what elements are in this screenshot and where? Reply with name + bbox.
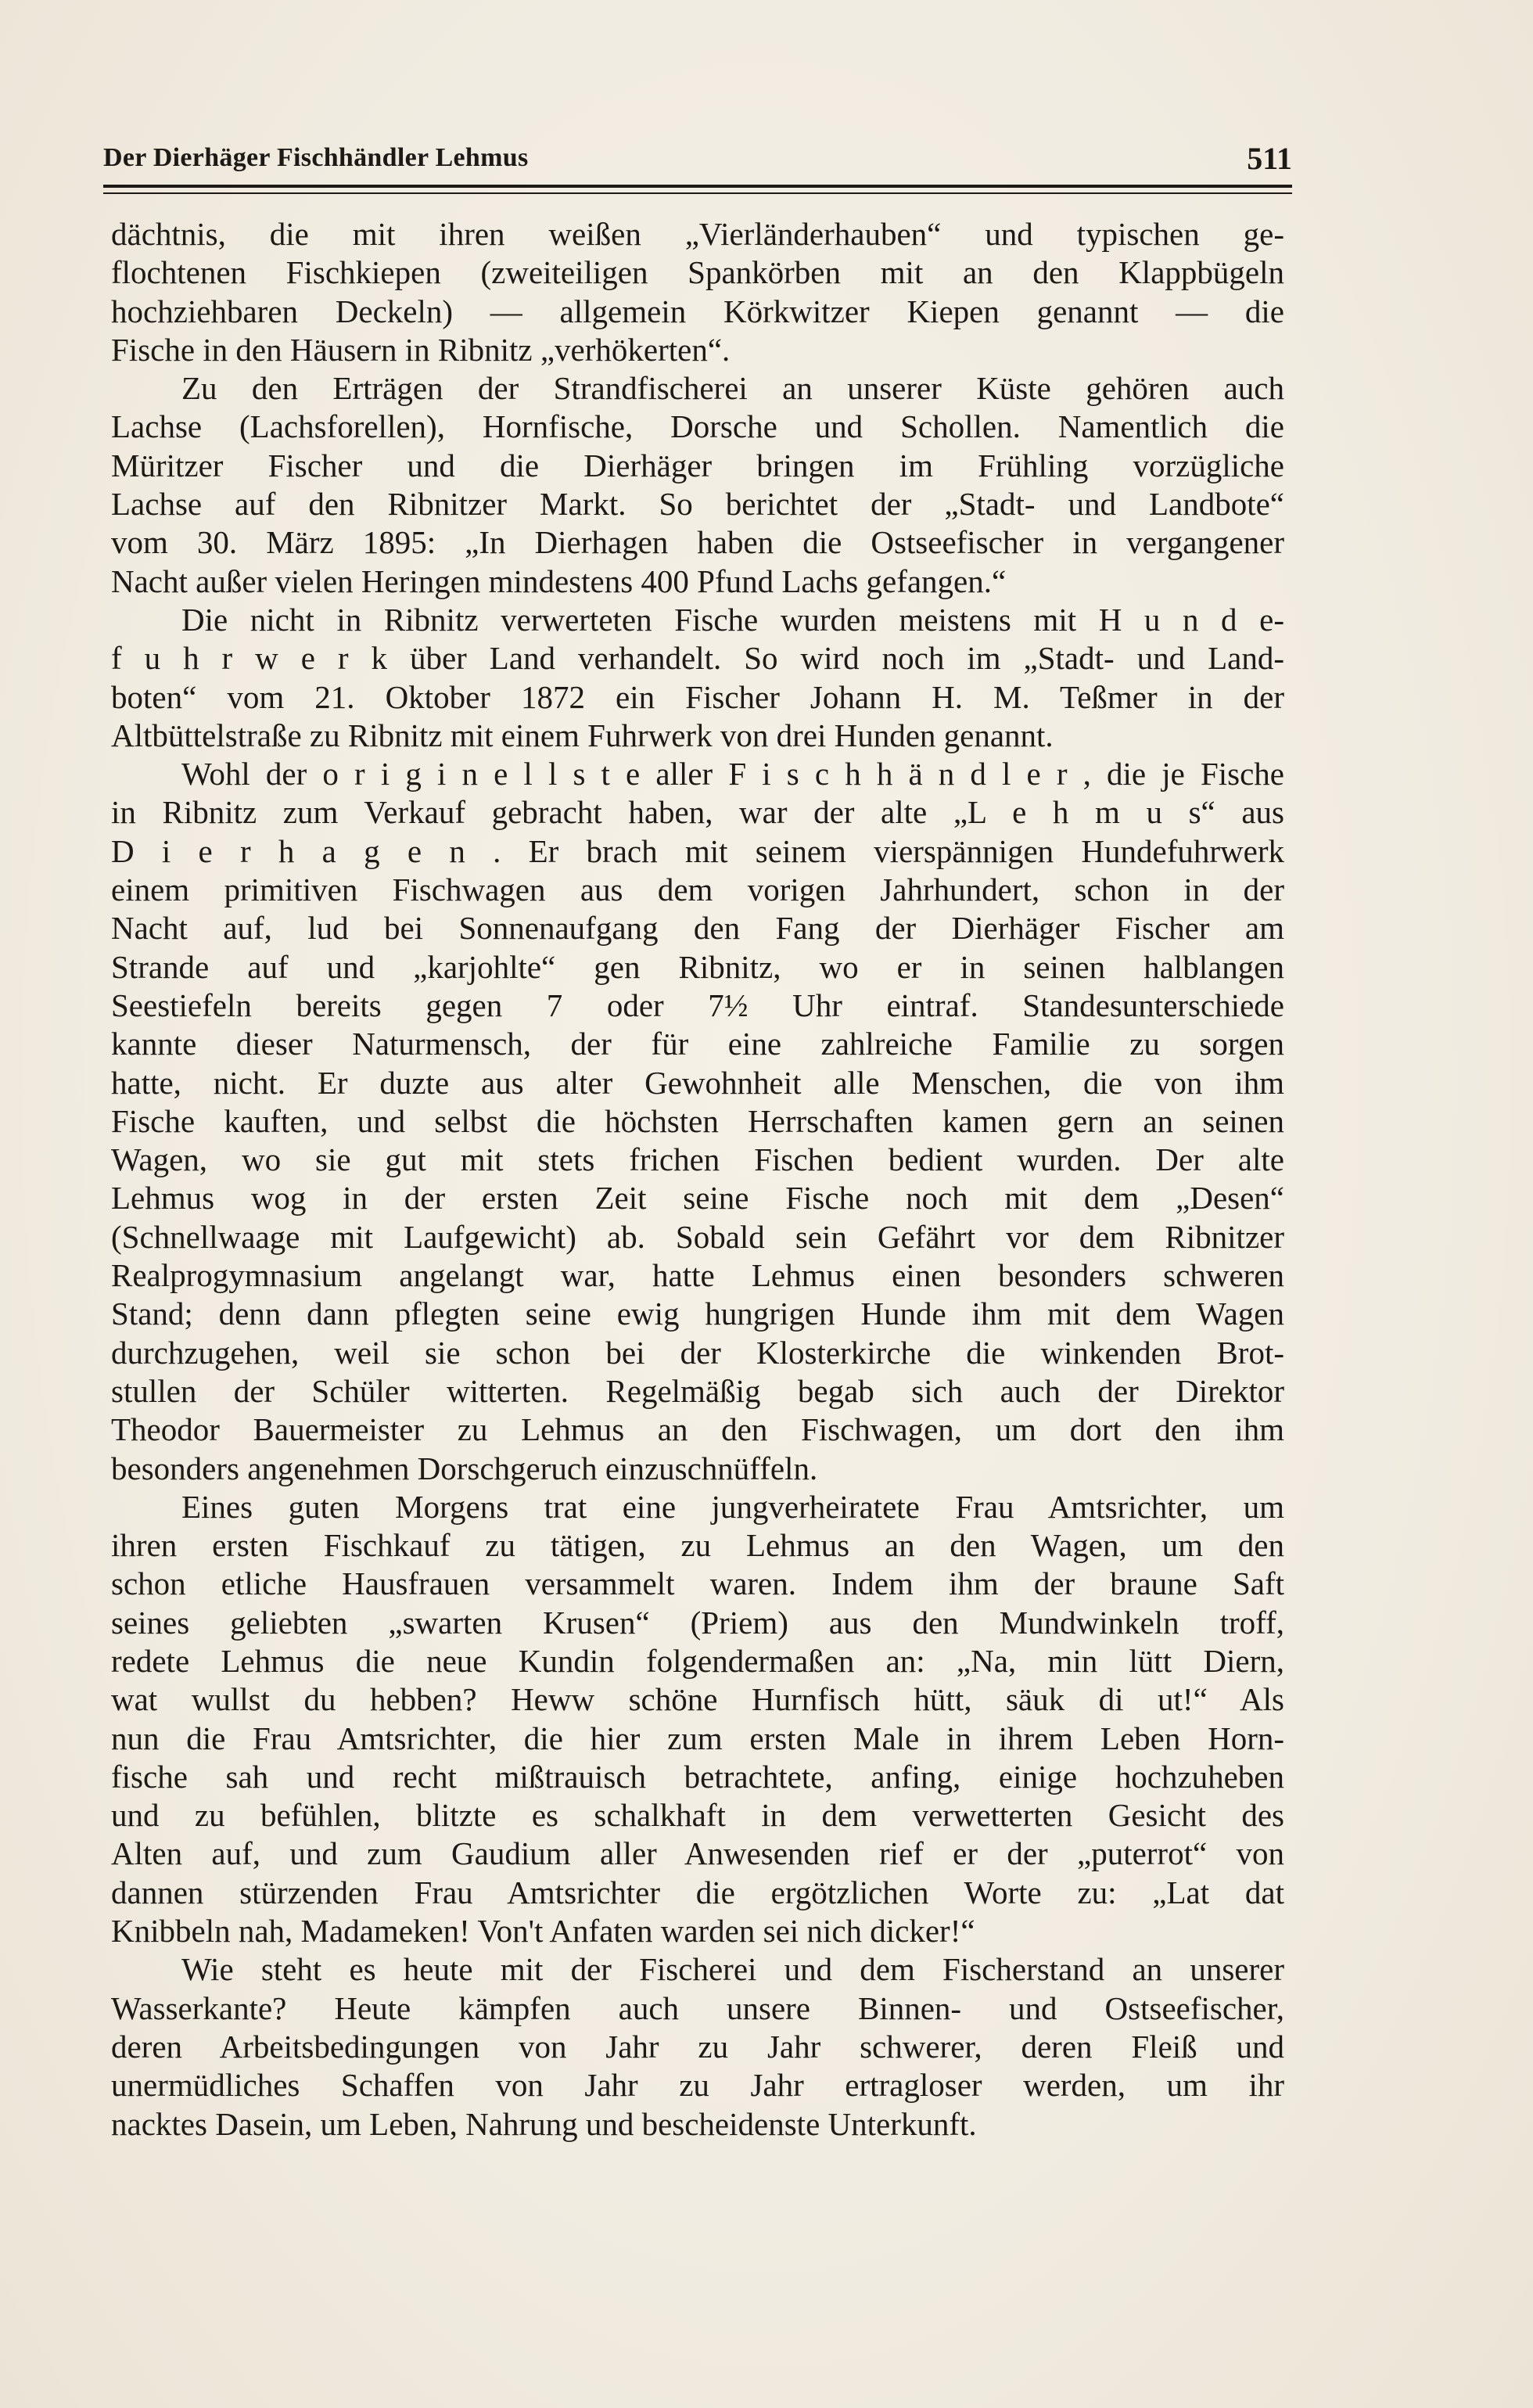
text-line: besonders angenehmen Dorschgeruch einzuschnüffeln. [111, 1450, 818, 1486]
text-line: f u h r w e r k über Land verhandelt. So wird noch im „Stadt- und Land- [111, 640, 1284, 677]
text-line: ihren ersten Fischkauf zu tätigen, zu Lehmus an den Wagen, um den [111, 1527, 1284, 1564]
text-line: nun die Frau Amtsrichter, die hier zum ersten Male in ihrem Leben Horn- [111, 1720, 1284, 1756]
text-line: Zu den Erträgen der Strandfischerei an unserer Küste gehören auch [181, 370, 1284, 407]
text-line: Alten auf, und zum Gaudium aller Anwesenden rief er der „puterrot“ von [111, 1835, 1284, 1872]
page-header [103, 143, 1292, 182]
text-line: Die nicht in Ribnitz verwerteten Fische wurden meistens mit H u n d e- [181, 601, 1284, 638]
paragraph [111, 1950, 1284, 2143]
paragraph [111, 755, 1284, 1488]
text-line: Lehmus wog in der ersten Zeit seine Fische noch mit dem „Desen“ [111, 1180, 1284, 1217]
text-line: in Ribnitz zum Verkauf gebracht haben, war der alte „L e h m u s“ aus [111, 794, 1284, 831]
text-line: stullen der Schüler witterten. Regelmäßig begab sich auch der Direktor [111, 1372, 1284, 1409]
text-line: Wagen, wo sie gut mit stets frichen Fischen bedient wurden. Der alte [111, 1141, 1284, 1178]
text-line: Nacht auf, lud bei Sonnenaufgang den Fang der Dierhäger Fischer am [111, 910, 1284, 947]
text-line: dannen stürzenden Frau Amtsrichter die ergötzlichen Worte zu: „Lat dat [111, 1874, 1284, 1910]
text-line: Wie steht es heute mit der Fischerei und dem Fischerstand an unserer [181, 1951, 1284, 1988]
text-line: wat wullst du hebben? Heww schöne Hurnfisch hütt, säuk di ut!“ Als [111, 1681, 1284, 1718]
text-line: Fische kauften, und selbst die höchsten Herrschaften kamen gern an seinen [111, 1102, 1284, 1139]
text-line: dächtnis, die mit ihren weißen „Vierländerhauben“ und typischen ge- [111, 216, 1284, 252]
text-line: vom 30. März 1895: „In Dierhagen haben die Ostseefischer in vergangener [111, 524, 1284, 561]
text-line: durchzugehen, weil sie schon bei der Klosterkirche die winkenden Brot- [111, 1334, 1284, 1371]
paragraph [111, 215, 1284, 369]
text-line: Lachse auf den Ribnitzer Markt. So berichtet der „Stadt- und Landbote“ [111, 486, 1284, 523]
running-head: Der Dierhäger Fischhändler Lehmus [103, 143, 529, 172]
text-line: hatte, nicht. Er duzte aus alter Gewohnheit alle Menschen, die von ihm [111, 1064, 1284, 1101]
text-line: flochtenen Fischkiepen (zweiteiligen Spankörben mit an den Klappbügeln [111, 254, 1284, 291]
paragraph [111, 1488, 1284, 1951]
text-line: deren Arbeitsbedingungen von Jahr zu Jahr schwerer, deren Fleiß und [111, 2028, 1284, 2065]
text-line: und zu befühlen, blitzte es schalkhaft in dem verwetterten Gesicht des [111, 1797, 1284, 1834]
text-line: schon etliche Hausfrauen versammelt waren. Indem ihm der braune Saft [111, 1565, 1284, 1602]
text-line: Lachse (Lachsforellen), Hornfische, Dorsche und Schollen. Namentlich die [111, 408, 1284, 445]
body-text [111, 215, 1284, 2144]
text-line: Wasserkante? Heute kämpfen auch unsere Binnen- und Ostseefischer, [111, 1989, 1284, 2026]
text-line: kannte dieser Naturmensch, der für eine zahlreiche Familie zu sorgen [111, 1026, 1284, 1062]
text-line: nacktes Dasein, um Leben, Nahrung und bescheidenste Unterkunft. [111, 2105, 977, 2142]
text-line: Altbüttelstraße zu Ribnitz mit einem Fuhrwerk von drei Hunden genannt. [111, 717, 1054, 753]
text-line: Stand; denn dann pflegten seine ewig hungrigen Hunde ihm mit dem Wagen [111, 1296, 1284, 1332]
text-line: fische sah und recht mißtrauisch betrachtete, anfing, einige hochzuheben [111, 1758, 1284, 1795]
page-number: 511 [1247, 141, 1292, 176]
header-rule-thick [103, 185, 1292, 188]
text-line: Theodor Bauermeister zu Lehmus an den Fischwagen, um dort den ihm [111, 1411, 1284, 1448]
text-line: hochziehbaren Deckeln) — allgemein Körkwitzer Kiepen genannt — die [111, 293, 1284, 329]
text-line: seines geliebten „swarten Krusen“ (Priem) aus den Mundwinkeln troff, [111, 1604, 1284, 1641]
text-line: Fische in den Häusern in Ribnitz „verhökerten“. [111, 331, 731, 368]
text-line: D i e r h a g e n . Er brach mit seinem vierspännigen Hundefuhrwerk [111, 832, 1284, 869]
text-line: Nacht außer vielen Heringen mindestens 400 Pfund Lachs gefangen.“ [111, 562, 1007, 599]
header-rule-thin [103, 192, 1292, 194]
text-line: Seestiefeln bereits gegen 7 oder 7½ Uhr eintraf. Standesunterschiede [111, 987, 1284, 1023]
paragraph [111, 369, 1284, 601]
text-line: unermüdliches Schaffen von Jahr zu Jahr ertragloser werden, um ihr [111, 2067, 1284, 2104]
paragraph [111, 601, 1284, 755]
text-line: Müritzer Fischer und die Dierhäger bringen im Frühling vorzügliche [111, 447, 1284, 483]
text-line: Strande auf und „karjohlte“ gen Ribnitz, wo er in seinen halblangen [111, 948, 1284, 985]
text-line: boten“ vom 21. Oktober 1872 ein Fischer Johann H. M. Teßmer in der [111, 678, 1284, 715]
text-line: redete Lehmus die neue Kundin folgendermaßen an: „Na, min lütt Diern, [111, 1642, 1284, 1679]
text-line: Wohl der o r i g i n e l l s t e aller F i s c h h ä n d l e r , die je Fische [181, 756, 1284, 792]
text-line: (Schnellwaage mit Laufgewicht) ab. Sobald sein Gefährt vor dem Ribnitzer [111, 1218, 1284, 1255]
text-line: einem primitiven Fischwagen aus dem vorigen Jahrhundert, schon in der [111, 872, 1284, 908]
text-line: Knibbeln nah, Madameken! Von't Anfaten warden sei nich dicker!“ [111, 1913, 975, 1950]
text-line: Realprogymnasium angelangt war, hatte Lehmus einen besonders schweren [111, 1257, 1284, 1294]
text-line: Eines guten Morgens trat eine jungverheiratete Frau Amtsrichter, um [181, 1488, 1284, 1525]
